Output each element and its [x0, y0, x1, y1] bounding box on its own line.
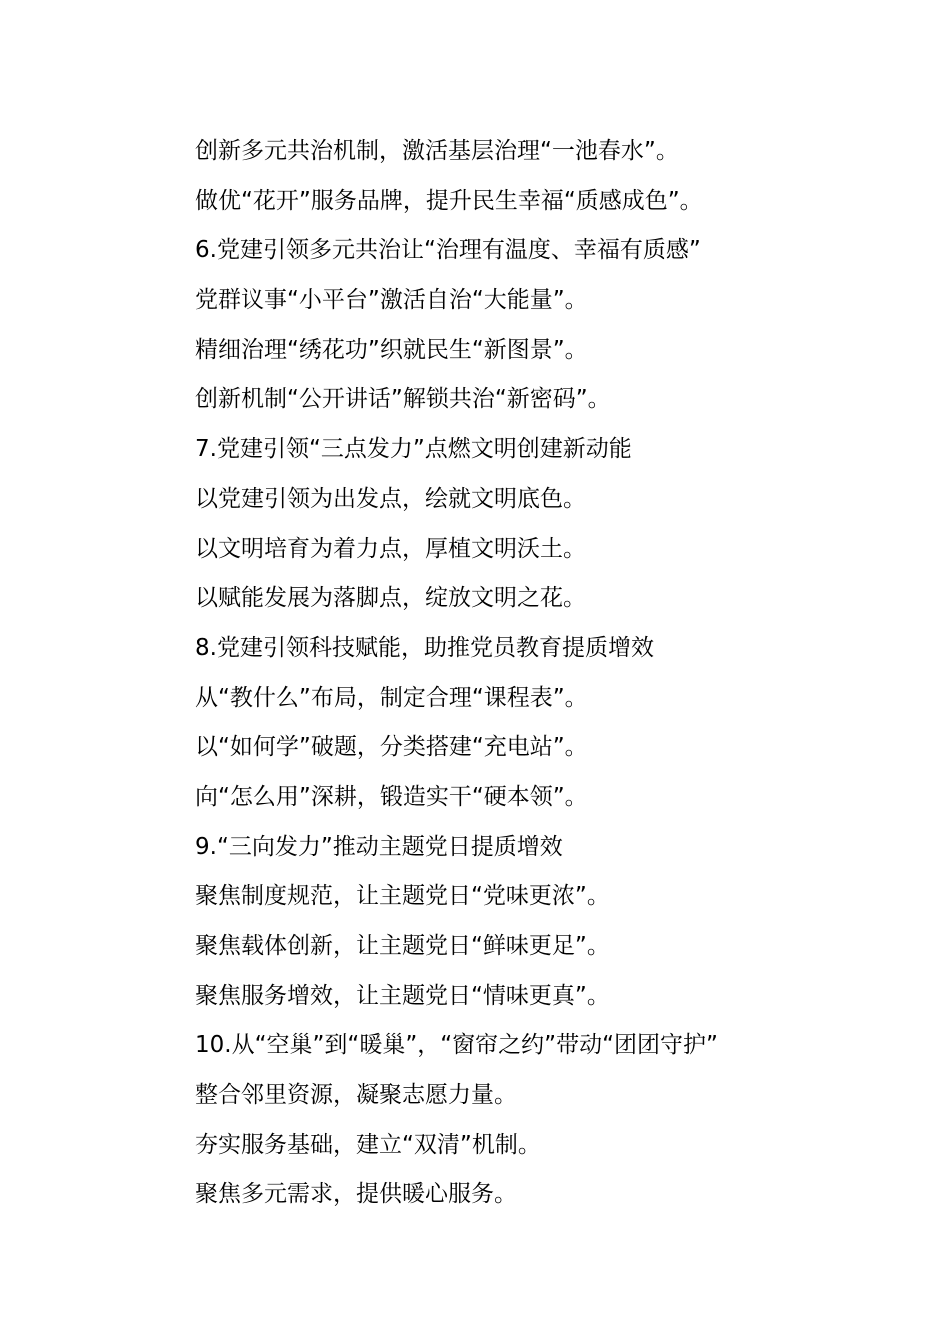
- body-line: 以“如何学”破题，分类搭建“充电站”。: [195, 734, 588, 761]
- section-heading: 9.“三向发力”推动主题党日提质增效: [195, 833, 563, 860]
- body-line: 聚焦制度规范，让主题党日“党味更浓”。: [195, 883, 610, 910]
- section-heading: 10.从“空巢”到“暖巢”，“窗帘之约”带动“团团守护”: [195, 1032, 718, 1059]
- body-line: 从“教什么”布局，制定合理“课程表”。: [195, 684, 588, 711]
- body-line: 整合邻里资源，凝聚志愿力量。: [195, 1082, 517, 1109]
- body-line: 夯实服务基础，建立“双清”机制。: [195, 1131, 541, 1158]
- body-line: 聚焦多元需求，提供暖心服务。: [195, 1181, 517, 1208]
- body-line: 做优“花开”服务品牌，提升民生幸福“质感成色”。: [195, 187, 703, 214]
- body-line: 以赋能发展为落脚点，绽放文明之花。: [195, 585, 586, 612]
- section-heading: 6.党建引领多元共治让“治理有温度、幸福有质感”: [195, 237, 701, 264]
- body-line: 以党建引领为出发点，绘就文明底色。: [195, 485, 586, 512]
- section-heading: 7.党建引领“三点发力”点燃文明创建新动能: [195, 436, 632, 463]
- body-line: 聚焦服务增效，让主题党日“情味更真”。: [195, 982, 610, 1009]
- body-line: 党群议事“小平台”激活自治“大能量”。: [195, 287, 588, 314]
- body-line: 向“怎么用”深耕，锻造实干“硬本领”。: [195, 783, 588, 810]
- body-line: 创新多元共治机制，激活基层治理“一池春水”。: [195, 138, 679, 164]
- body-line: 聚焦载体创新，让主题党日“鲜味更足”。: [195, 933, 610, 959]
- section-heading: 8.党建引领科技赋能，助推党员教育提质增效: [195, 634, 654, 661]
- body-line: 创新机制“公开讲话”解锁共治“新密码”。: [195, 386, 611, 413]
- body-line: 精细治理“绣花功”织就民生“新图景”。: [195, 336, 588, 363]
- document-body: [195, 127, 895, 1220]
- body-line: 以文明培育为着力点，厚植文明沃土。: [195, 535, 586, 562]
